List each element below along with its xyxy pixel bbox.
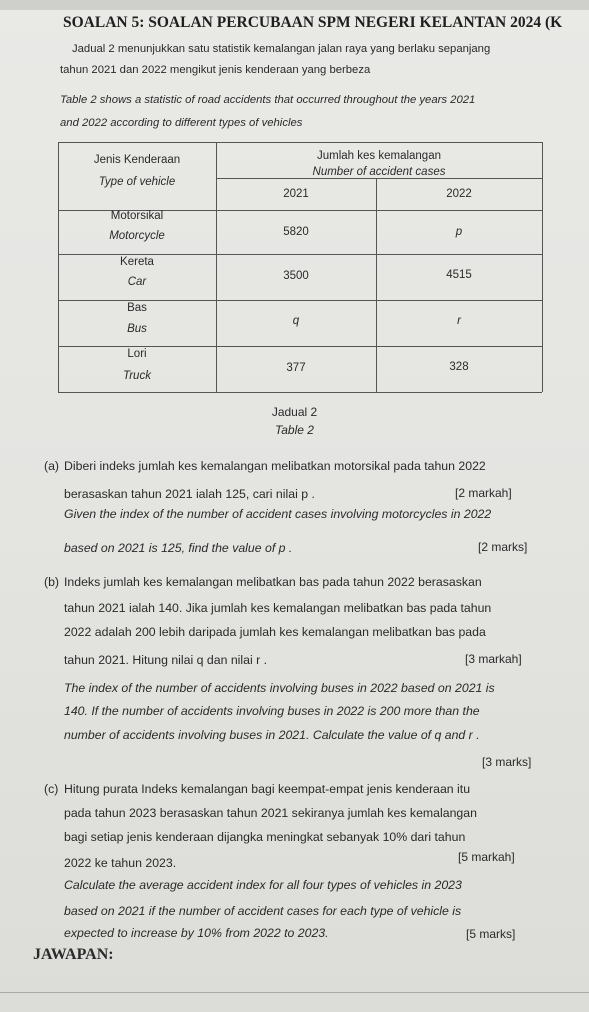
table-rule <box>58 254 542 255</box>
question-c-marks-malay: [5 markah] <box>458 850 515 864</box>
cell-motorcycle-2022: p <box>455 226 463 238</box>
question-b-malay-3: 2022 adalah 200 lebih daripada jumlah kes kemalangan melibatkan bas pada <box>64 625 486 639</box>
row-motorcycle-english: Motorcycle <box>109 230 165 242</box>
table-subheader-rule <box>216 178 542 179</box>
table-rule <box>58 346 542 347</box>
cell-bus-2021: q <box>292 315 300 327</box>
cell-car-2021: 3500 <box>283 270 309 282</box>
table-border-right <box>542 142 543 392</box>
question-c-label: (c) <box>44 782 59 796</box>
row-bus-english: Bus <box>127 323 147 335</box>
table-rule <box>58 300 542 301</box>
question-c-malay-1: Hitung purata Indeks kemalangan bagi keempat-empat jenis kenderaan itu <box>64 782 471 796</box>
table-caption-malay: Jadual 2 <box>271 405 318 419</box>
page-heading: SOALAN 5: SOALAN PERCUBAAN SPM NEGERI KELANTAN 2024 (K <box>63 14 563 31</box>
question-a-marks-english: [2 marks] <box>478 540 528 554</box>
header-cases-english: Number of accident cases <box>312 166 446 178</box>
row-car-english: Car <box>127 276 147 288</box>
table-divider <box>376 178 377 392</box>
header-year-2022: 2022 <box>446 188 472 200</box>
header-vehicle-malay: Jenis Kenderaan <box>93 154 181 166</box>
accident-table <box>58 142 542 393</box>
question-c-marks-english: [5 marks] <box>466 927 516 941</box>
cell-motorcycle-2021: 5820 <box>283 226 309 238</box>
header-year-2021: 2021 <box>283 188 309 200</box>
question-a-english-2: based on 2021 is 125, find the value of p . <box>64 541 293 555</box>
question-c-english-2: based on 2021 if the number of accident cases for each type of vehicle is <box>64 904 462 918</box>
header-vehicle-english: Type of vehicle <box>98 176 176 188</box>
question-c-english-1: Calculate the average accident index for all four types of vehicles in 2023 <box>64 878 462 892</box>
cell-truck-2022: 328 <box>449 361 469 373</box>
top-strip <box>0 0 589 10</box>
cell-car-2022: 4515 <box>446 269 472 281</box>
row-truck-malay: Lori <box>127 348 147 360</box>
question-c-english-3: expected to increase by 10% from 2022 to 2023. <box>64 926 329 940</box>
table-caption-english: Table 2 <box>275 423 314 437</box>
table-divider <box>216 142 217 392</box>
table-border-top <box>58 142 542 143</box>
question-a-english-1: Given the index of the number of accident cases involving motorcycles in 2022 <box>64 507 492 521</box>
row-motorcycle-malay: Motorsikal <box>110 210 164 222</box>
answer-label: JAWAPAN: <box>33 946 114 963</box>
question-b-marks-english: [3 marks] <box>482 755 532 769</box>
question-b-malay-2: tahun 2021 ialah 140. Jika jumlah kes kemalangan melibatkan bas pada tahun <box>64 601 492 615</box>
intro-malay-line-1: Jadual 2 menunjukkan satu statistik kemalangan jalan raya yang berlaku sepanjang <box>72 43 491 55</box>
answer-rule <box>0 992 589 993</box>
question-b-malay-4: tahun 2021. Hitung nilai q dan nilai r . <box>64 653 268 667</box>
question-b-malay-1: Indeks jumlah kes kemalangan melibatkan bas pada tahun 2022 berasaskan <box>64 575 482 589</box>
row-bus-malay: Bas <box>127 302 147 314</box>
question-c-malay-4: 2022 ke tahun 2023. <box>64 856 177 870</box>
question-c-malay-3: bagi setiap jenis kenderaan dijangka meningkat sebanyak 10% dari tahun <box>64 830 466 844</box>
row-car-malay: Kereta <box>120 256 154 268</box>
row-truck-english: Truck <box>123 370 151 382</box>
intro-english-line-1: Table 2 shows a statistic of road accidents that occurred throughout the years 2021 <box>60 94 476 106</box>
intro-malay-line-2: tahun 2021 dan 2022 mengikut jenis kenderaan yang berbeza <box>60 64 371 76</box>
question-b-english-1: The index of the number of accidents involving buses in 2022 based on 2021 is <box>64 681 495 695</box>
question-a-marks-malay: [2 markah] <box>455 486 512 500</box>
question-a-malay-1: Diberi indeks jumlah kes kemalangan melibatkan motorsikal pada tahun 2022 <box>64 459 486 473</box>
question-b-english-2: 140. If the number of accidents involving buses in 2022 is 200 more than the <box>64 704 480 718</box>
table-border-bottom <box>58 392 542 393</box>
cell-bus-2022: r <box>457 315 461 327</box>
header-cases-malay: Jumlah kes kemalangan <box>316 150 441 162</box>
question-b-english-3: number of accidents involving buses in 2021. Calculate the value of q and r . <box>64 728 480 742</box>
question-b-marks-malay: [3 markah] <box>465 652 522 666</box>
question-b-label: (b) <box>44 575 60 589</box>
question-c-malay-2: pada tahun 2023 berasaskan tahun 2021 sekiranya jumlah kes kemalangan <box>64 806 477 820</box>
question-a-label: (a) <box>44 459 60 473</box>
question-a-malay-2: berasaskan tahun 2021 ialah 125, cari nilai p . <box>64 487 315 501</box>
cell-truck-2021: 377 <box>286 362 306 374</box>
intro-english-line-2: and 2022 according to different types of vehicles <box>60 117 303 129</box>
